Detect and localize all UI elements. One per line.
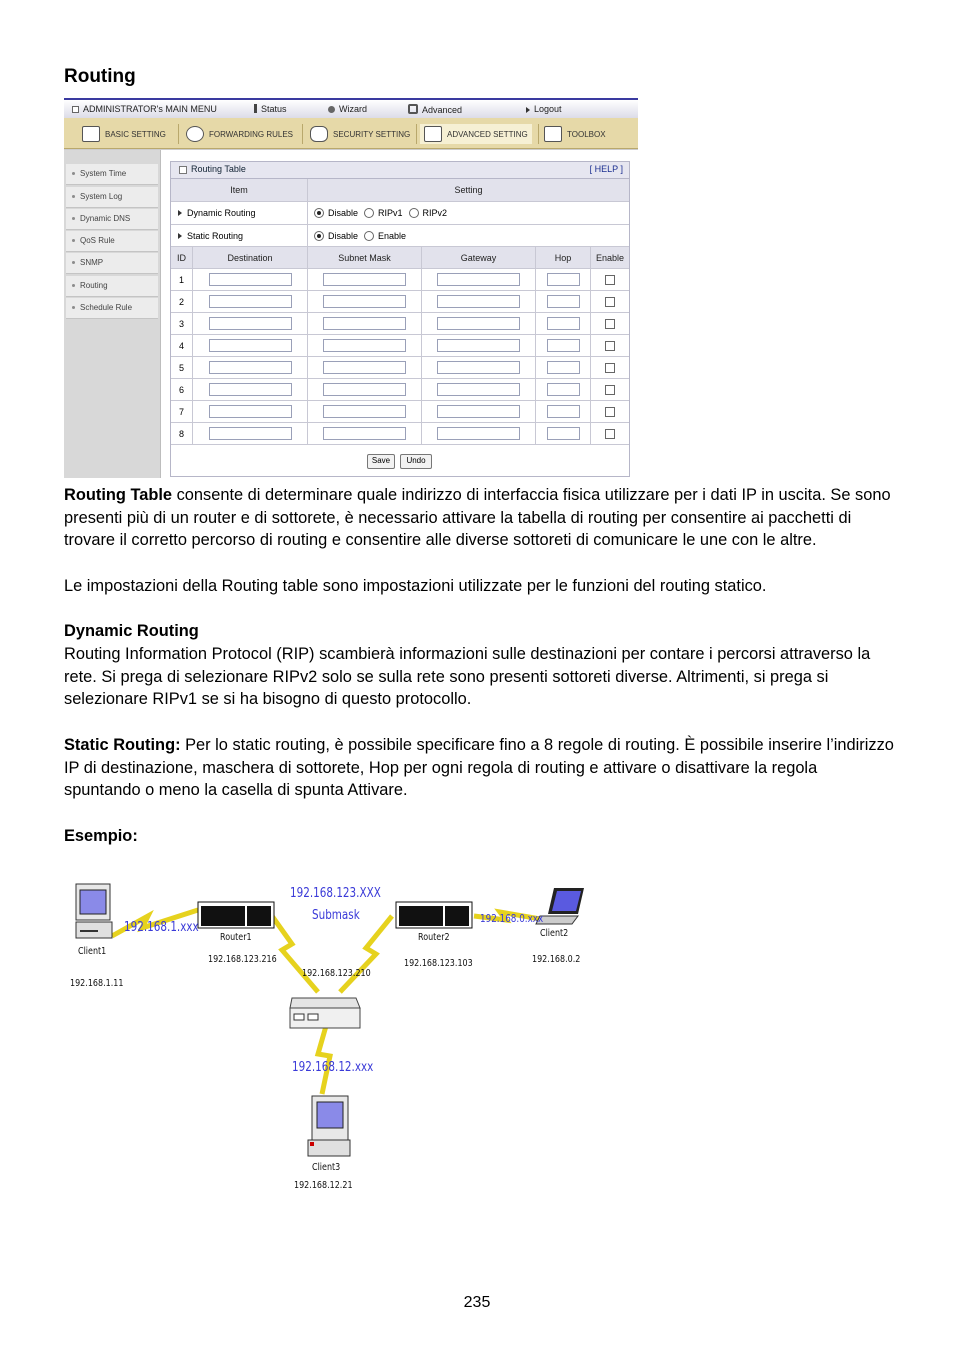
save-button[interactable]: Save — [367, 454, 395, 469]
route-id: 6 — [179, 384, 185, 395]
hop-input[interactable] — [547, 383, 580, 396]
destination-input[interactable] — [209, 361, 292, 374]
route-row — [171, 379, 629, 401]
enable-checkbox[interactable] — [605, 275, 615, 285]
net-top-label: 192.168.123.XXX — [290, 886, 381, 901]
route-id: 3 — [179, 318, 185, 329]
hop-input[interactable] — [547, 273, 580, 286]
help-link[interactable]: [ HELP ] — [589, 164, 623, 174]
route-id: 4 — [179, 340, 185, 351]
top-menu-bar — [64, 98, 638, 119]
route-id: 8 — [179, 428, 185, 439]
item-header: Item — [171, 179, 308, 201]
sidebar-item-routing[interactable]: Routing — [66, 276, 158, 297]
logout-arrow-icon — [526, 107, 530, 113]
client2-label: Client2 — [540, 928, 569, 939]
static-routing-row: Static Routing Disable Enable — [171, 225, 629, 247]
link-router2-hub — [340, 916, 392, 992]
advanced-link[interactable]: Advanced — [408, 104, 462, 115]
hop-input[interactable] — [547, 317, 580, 330]
destination-input[interactable] — [209, 273, 292, 286]
subnet-mask-input[interactable] — [323, 317, 406, 330]
id-header: ID — [171, 247, 193, 268]
enable-checkbox[interactable] — [605, 341, 615, 351]
gateway-input[interactable] — [437, 295, 520, 308]
sidebar-item-schedule-rule[interactable]: Schedule Rule — [66, 298, 158, 319]
route-row — [171, 291, 629, 313]
router2-icon — [396, 902, 472, 928]
route-id: 2 — [179, 296, 185, 307]
client3-ip: 192.168.12.21 — [294, 1180, 353, 1191]
dynamic-ripv1-radio[interactable] — [364, 208, 374, 218]
tab-forwarding-rules[interactable]: FORWARDING RULES — [186, 124, 293, 144]
route-row — [171, 313, 629, 335]
route-table-header — [171, 247, 629, 269]
hop-header: Hop — [536, 247, 591, 268]
sidebar-item-system-time[interactable]: System Time — [66, 164, 158, 185]
gateway-input[interactable] — [437, 317, 520, 330]
subnet-mask-input[interactable] — [323, 383, 406, 396]
subnet-mask-input[interactable] — [323, 361, 406, 374]
destination-input[interactable] — [209, 383, 292, 396]
route-row — [171, 401, 629, 423]
tab-security-setting[interactable]: SECURITY SETTING — [310, 124, 410, 144]
page-number: 235 — [463, 1294, 491, 1311]
enable-checkbox[interactable] — [605, 385, 615, 395]
link-router1-hub — [272, 916, 318, 992]
sidebar-item-snmp[interactable]: SNMP — [66, 253, 158, 274]
client3-label: Client3 — [312, 1162, 341, 1173]
router-admin-screenshot — [64, 98, 638, 478]
hop-input[interactable] — [547, 405, 580, 418]
example-title: Esempio: — [64, 827, 138, 845]
dynamic-routing-title: Dynamic Routing — [64, 622, 199, 640]
hop-input[interactable] — [547, 427, 580, 440]
hop-input[interactable] — [547, 339, 580, 352]
tools-icon — [424, 126, 442, 142]
route-row — [171, 269, 629, 291]
gateway-input[interactable] — [437, 273, 520, 286]
hop-input[interactable] — [547, 361, 580, 374]
wizard-link[interactable]: Wizard — [328, 104, 367, 114]
page-heading: Routing — [64, 66, 136, 87]
setting-header: Setting — [308, 179, 629, 201]
routing-table-paragraph: Routing Table consente di determinare quale indirizzo di interfaccia fisica utilizzare per i dati IP in uscita. Se sono presenti più di un router e di sottorete, è necessario attivare la tabella di routing per consentire ai pacchetti di trovare il corretto percorso di routing e consentire alle diverse sottoreti di comunicare le une con le altre. — [64, 486, 891, 550]
hub-icon — [290, 998, 360, 1028]
network-diagram — [60, 858, 620, 1208]
gateway-input[interactable] — [437, 405, 520, 418]
sidebar-item-system-log[interactable]: System Log — [66, 187, 158, 208]
gateway-input[interactable] — [437, 361, 520, 374]
router1-label: Router1 — [220, 932, 252, 943]
subnet-mask-input[interactable] — [323, 427, 406, 440]
dynamic-routing-row: Dynamic Routing Disable RIPv1 RIPv2 — [171, 202, 629, 225]
router1-icon — [198, 902, 274, 928]
dynamic-ripv2-radio[interactable] — [409, 208, 419, 218]
wrench-icon — [544, 126, 562, 142]
router2-ip: 192.168.123.103 — [404, 958, 473, 969]
tab-basic-setting[interactable]: BASIC SETTING — [82, 124, 166, 144]
enable-checkbox[interactable] — [605, 407, 615, 417]
folder-icon — [82, 126, 100, 142]
static-disable-radio[interactable] — [314, 231, 324, 241]
route-row — [171, 423, 629, 445]
net-left-label: 192.168.1.xxx — [124, 920, 199, 935]
destination-input[interactable] — [209, 405, 292, 418]
static-enable-radio[interactable] — [364, 231, 374, 241]
destination-input[interactable] — [209, 295, 292, 308]
route-id: 7 — [179, 406, 185, 417]
sidebar — [64, 150, 160, 478]
submask-label: Submask — [312, 908, 360, 923]
tab-advanced-setting[interactable]: ADVANCED SETTING — [420, 124, 532, 144]
enable-checkbox[interactable] — [605, 297, 615, 307]
client1-label: Client1 — [78, 946, 107, 957]
phone-icon — [310, 126, 328, 142]
status-icon — [254, 104, 257, 113]
router2-label: Router2 — [418, 932, 450, 943]
client1-computer-icon — [76, 884, 112, 938]
undo-button[interactable]: Undo — [400, 454, 432, 469]
destination-input[interactable] — [209, 427, 292, 440]
client1-ip: 192.168.1.11 — [70, 978, 124, 989]
enable-checkbox[interactable] — [605, 363, 615, 373]
client2-ip: 192.168.0.2 — [532, 954, 581, 965]
subnet-mask-input[interactable] — [323, 295, 406, 308]
advanced-icon — [408, 104, 418, 114]
arrows-icon — [186, 126, 204, 142]
gateway-input[interactable] — [437, 427, 520, 440]
hop-input[interactable] — [547, 295, 580, 308]
enable-checkbox[interactable] — [605, 429, 615, 439]
sidebar-item-qos-rule[interactable]: QoS Rule — [66, 231, 158, 252]
route-id: 1 — [179, 274, 185, 285]
panel-header — [171, 162, 629, 179]
dynamic-routing-label: Dynamic Routing — [187, 208, 256, 218]
routing-table-panel — [170, 161, 630, 477]
subnet-mask-input[interactable] — [323, 339, 406, 352]
route-row — [171, 335, 629, 357]
router1-ip: 192.168.123.216 — [208, 954, 277, 965]
destination-header: Destination — [193, 247, 308, 268]
static-routing-paragraph: Static Routing: Per lo static routing, è possibile specificare fino a 8 regole di routing. È possibile inserire l’indirizzo IP di destinazione, maschera di sottorete, Hop per ogni regola di routing e attivare o disattivare la regola spuntando o meno la casella di spunta Attivare. — [64, 736, 894, 800]
hub-ip: 192.168.123.210 — [302, 968, 371, 979]
net-right-label: 192.168.0.xxx — [480, 912, 544, 925]
subnet-mask-input[interactable] — [323, 405, 406, 418]
gateway-input[interactable] — [437, 383, 520, 396]
gateway-header: Gateway — [422, 247, 536, 268]
main-tabs — [64, 118, 638, 149]
status-link[interactable]: Status — [254, 104, 287, 114]
tab-toolbox[interactable]: TOOLBOX — [544, 124, 606, 144]
subnet-mask-header: Subnet Mask — [308, 247, 422, 268]
dynamic-routing-paragraph: Routing Information Protocol (RIP) scambierà informazioni sulle destinazioni per contare i percorsi attraverso la rete. Si prega di selezionare RIPv2 solo se sulla rete sono presenti sottoreti diverse. Altrimenti, si prega si selezionare RIPv1 se si ha bisogno di questo protocollo. — [64, 645, 871, 709]
admin-menu-link[interactable]: ADMINISTRATOR's MAIN MENU — [72, 104, 217, 114]
gateway-input[interactable] — [437, 339, 520, 352]
enable-checkbox[interactable] — [605, 319, 615, 329]
dynamic-disable-radio[interactable] — [314, 208, 324, 218]
settings-header-row — [171, 179, 629, 202]
wizard-icon — [328, 106, 335, 113]
enable-header: Enable — [591, 247, 629, 268]
panel-title: Routing Table — [191, 164, 246, 174]
sidebar-item-dynamic-dns[interactable]: Dynamic DNS — [66, 209, 158, 230]
client3-computer-icon — [308, 1096, 350, 1156]
routing-table-note: Le impostazioni della Routing table sono impostazioni utilizzate per le funzioni del routing statico. — [64, 577, 767, 595]
destination-input[interactable] — [209, 339, 292, 352]
subnet-mask-input[interactable] — [323, 273, 406, 286]
destination-input[interactable] — [209, 317, 292, 330]
route-row — [171, 357, 629, 379]
logout-link[interactable]: Logout — [526, 104, 562, 114]
static-routing-label: Static Routing — [187, 230, 244, 241]
route-id: 5 — [179, 362, 185, 373]
net-bottom-label: 192.168.12.xxx — [292, 1060, 374, 1075]
